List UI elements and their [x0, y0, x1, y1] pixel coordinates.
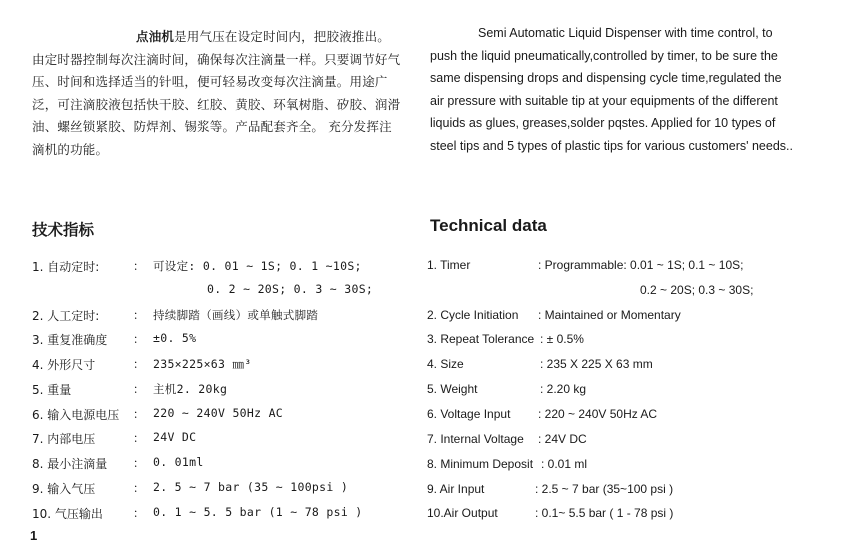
spec-colon: ：: [133, 382, 145, 396]
spec-label: 10. 气压输出: [32, 507, 103, 521]
intro-zh: [32, 26, 402, 161]
spec-value: 24V DC: [153, 430, 197, 444]
spec-colon: ：: [133, 456, 145, 470]
spec-label: 5. 重量: [32, 383, 72, 397]
spec-label: 1. 自动定时:: [32, 260, 100, 274]
intro-en-line: air pressure with suitable tip at your equipments of the different: [430, 93, 778, 108]
spec-value: 0. 01ml: [153, 455, 204, 469]
spec-label: 8. Minimum Deposit: [427, 457, 534, 471]
spec-value: 235×225×63 ㎜³: [153, 357, 252, 371]
intro-en: [430, 22, 840, 157]
spec-value: : ± 0.5%: [540, 332, 584, 346]
spec-colon: ：: [133, 308, 145, 322]
spec-label: 7. Internal Voltage: [427, 432, 524, 446]
intro-en-line: Semi Automatic Liquid Dispenser with time control, to: [478, 26, 773, 40]
spec-label: 10.Air Output: [427, 506, 498, 520]
spec-label: 5. Weight: [427, 382, 478, 396]
spec-value: 220 ~ 240V 50Hz AC: [153, 406, 284, 420]
spec-label: 6. Voltage Input: [427, 407, 511, 421]
spec-label: 2. 人工定时:: [32, 309, 100, 323]
technical-heading-en: Technical data: [430, 216, 547, 235]
spec-value: : 235 X 225 X 63 mm: [540, 357, 653, 371]
spec-value: 持续脚踏（画线）或单触式脚踏: [153, 308, 319, 322]
spec-label: 1. Timer: [427, 258, 471, 272]
spec-value: 主机2. 20kg: [153, 382, 228, 396]
spec-colon: ：: [133, 357, 145, 371]
spec-value: 0.2 ~ 20S; 0.3 ~ 30S;: [640, 283, 754, 297]
spec-value: 0. 2 ~ 20S; 0. 3 ~ 30S;: [207, 282, 374, 296]
spec-label: 7. 内部电压: [32, 432, 96, 446]
spec-value: : Maintained or Momentary: [538, 308, 681, 322]
spec-value: : 0.1~ 5.5 bar ( 1 - 78 psi ): [535, 506, 674, 520]
spec-label: 3. Repeat Tolerance: [427, 332, 535, 346]
spec-label: 2. Cycle Initiation: [427, 308, 519, 322]
intro-zh-text: 是用气压在设定时间内，把胶液推出。由定时器控制每次注滴时间，确保每次注滴量一样。只要调节好气压、时间和选择适当的针咀，便可轻易改变每次注滴量。用途广泛，可注滴胶液包括快干胶、红胶、黄胶、环氧树脂、矽胶、润滑油、螺丝锁紧胶、防焊剂、锡浆等。产品配套齐全。 充分发挥注滴机的功能。: [32, 29, 401, 157]
page-number: 1: [30, 528, 38, 543]
intro-en-line: liquids as glues, greases,solder pqstes. Applied for 10 types of: [430, 116, 776, 130]
spec-value: 可设定: 0. 01 ~ 1S; 0. 1 ~10S;: [153, 259, 362, 273]
spec-value: : 24V DC: [538, 432, 587, 446]
intro-zh-lead: 点油机: [136, 29, 175, 44]
spec-value: : 2.20 kg: [540, 382, 587, 396]
spec-label: 3. 重复准确度: [32, 333, 108, 347]
spec-value: ±0. 5%: [153, 331, 197, 345]
spec-colon: ：: [133, 506, 145, 520]
intro-en-line: steel tips and 5 types of plastic tips for various customers' needs..: [430, 138, 793, 153]
spec-label: 4. 外形尺寸: [32, 358, 96, 372]
technical-heading-zh: 技术指标: [32, 221, 95, 239]
spec-value: : Programmable: 0.01 ~ 1S; 0.1 ~ 10S;: [538, 258, 744, 272]
spec-value: 2. 5 ~ 7 bar (35 ~ 100psi ): [153, 480, 349, 494]
spec-label: 9. 输入气压: [32, 482, 96, 496]
spec-colon: ：: [133, 332, 145, 346]
spec-label: 4. Size: [427, 357, 464, 371]
spec-colon: ：: [133, 259, 145, 273]
intro-en-line: same dispensing drops and dispensing cycle time,regulated the: [430, 71, 782, 85]
spec-value: : 2.5 ~ 7 bar (35~100 psi ): [535, 482, 674, 496]
spec-colon: ：: [133, 407, 145, 421]
spec-label: 8. 最小注滴量: [32, 457, 108, 471]
spec-colon: ：: [133, 481, 145, 495]
spec-value: : 0.01 ml: [541, 457, 588, 471]
spec-value: : 220 ~ 240V 50Hz AC: [538, 407, 658, 421]
spec-value: 0. 1 ~ 5. 5 bar (1 ~ 78 psi ): [153, 505, 363, 519]
spec-label: 6. 输入电源电压: [32, 408, 120, 422]
spec-colon: ：: [133, 431, 145, 445]
intro-en-line: push the liquid pneumatically,controlled by timer, to be sure the: [430, 48, 778, 63]
spec-label: 9. Air Input: [427, 482, 485, 496]
